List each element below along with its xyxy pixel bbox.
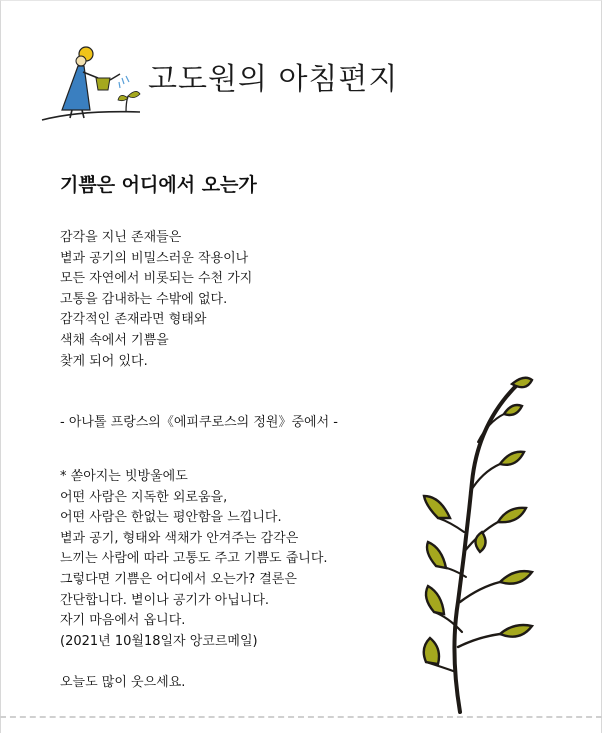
header: [40, 44, 420, 124]
commentary-line: 느끼는 사람에 따라 고통도 주고 기쁨도 줍니다.: [60, 551, 328, 567]
commentary-line: 어떤 사람은 한없는 평안함을 느낍니다.: [60, 510, 282, 526]
excerpt-line: 색채 속에서 기쁨을: [60, 332, 169, 348]
excerpt: [60, 228, 420, 372]
excerpt-line: 찾게 되어 있다.: [60, 353, 148, 369]
commentary-line: 그렇다면 기쁨은 어디에서 오는가? 결론은: [60, 571, 297, 587]
woman-watering-sprout-icon: [40, 44, 150, 124]
commentary-line: 간단합니다. 볕이나 공기가 아닙니다.: [60, 592, 270, 608]
bottom-divider: [0, 716, 602, 718]
excerpt-line: 볕과 공기의 비밀스러운 작용이나: [60, 250, 249, 266]
excerpt-line: 고통을 감내하는 수밖에 없다.: [60, 291, 228, 307]
commentary-line: 어떤 사람은 지독한 외로움을,: [60, 489, 228, 505]
commentary-line: 자기 마음에서 옵니다.: [60, 613, 186, 629]
vine-with-leaves-icon: [420, 372, 540, 717]
excerpt-line: 감각을 지닌 존재들은: [60, 230, 182, 245]
commentary-line: 볕과 공기, 형태와 색채가 안겨주는 감각은: [60, 530, 299, 546]
article-title: 기쁨은 어디에서 오는가: [60, 174, 257, 196]
closing-line: 오늘도 많이 웃으세요.: [60, 675, 186, 690]
source-attribution: - 아나톨 프랑스의《에피쿠로스의 정원》중에서 -: [60, 415, 338, 430]
commentary-line: * 쏟아지는 빗방울에도: [60, 469, 188, 484]
commentary: [60, 467, 440, 652]
excerpt-line: 모든 자연에서 비롯되는 수천 가지: [60, 271, 253, 287]
brand-title: 고도원의 아침편지: [148, 62, 399, 97]
excerpt-line: 감각적인 존재라면 형태와: [60, 312, 207, 328]
commentary-line: (2021년 10월18일자 앙코르메일): [60, 633, 258, 649]
